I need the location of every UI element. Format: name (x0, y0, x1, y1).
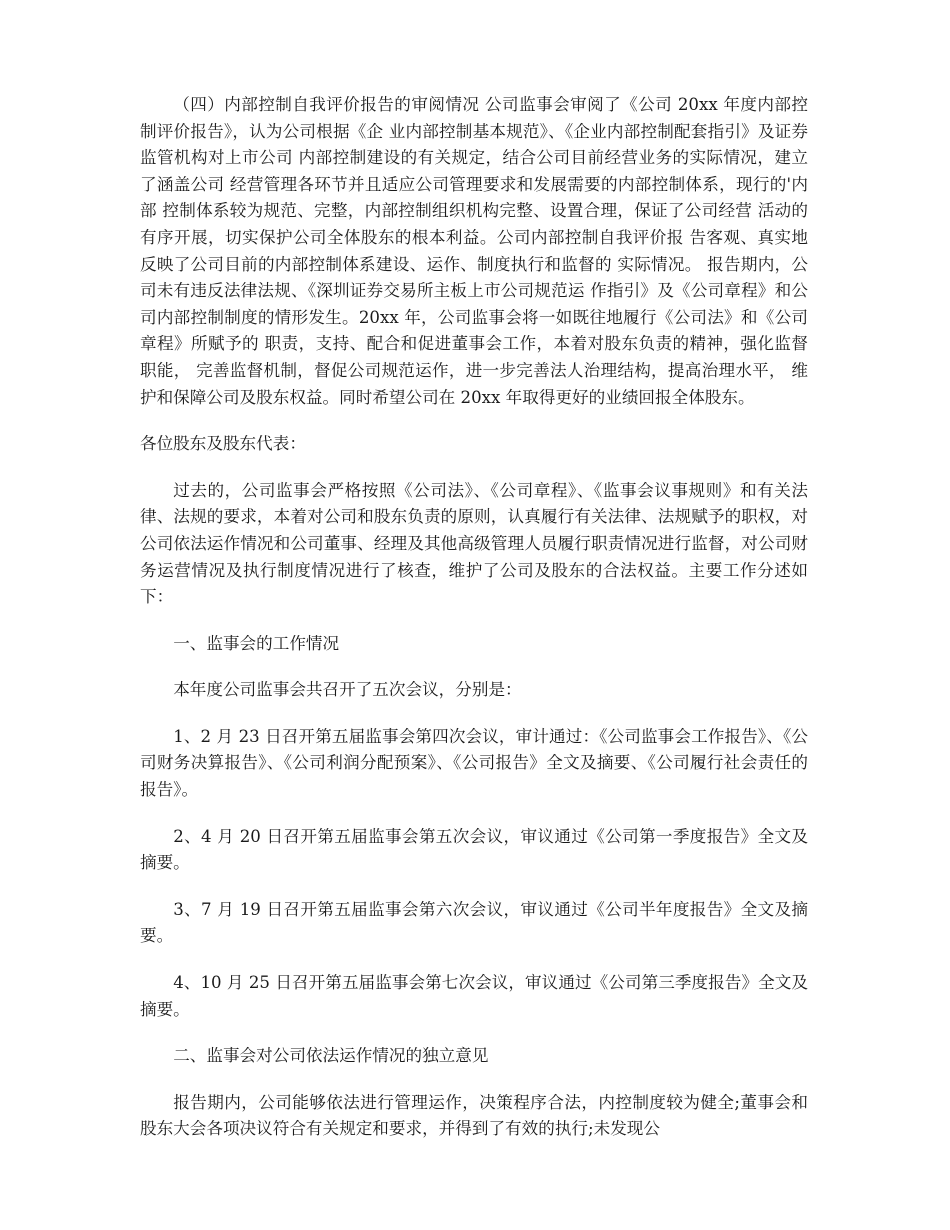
list-item-meeting-4: 4、10 月 25 日召开第五届监事会第七次会议，审议通过《公司第三季度报告》全文及摘要。 (140, 973, 808, 1019)
paragraph-legal-operation: 报告期内，公司能够依法进行管理运作，决策程序合法，内控制度较为健全;董事会和股东大会各项决议符合有关规定和要求，并得到了有效的执行;未发现公 (140, 1092, 808, 1139)
paragraph-meeting-summary: 本年度公司监事会共召开了五次会议，分别是： (173, 680, 522, 700)
list-item-meeting-2: 2、4 月 20 日召开第五届监事会第五次会议，审议通过《公司第一季度报告》全文及摘要。 (140, 826, 808, 873)
section-heading-independent-opinion: 二、监事会对公司依法运作情况的独立意见 (173, 1046, 489, 1066)
paragraph-salutation: 各位股东及股东代表： (140, 434, 306, 454)
document-page (140, 92, 808, 1163)
paragraph-intro: 过去的，公司监事会严格按照《公司法》、《公司章程》、《监事会议事规则》和有关法律、法规的要求，本着对公司和股东负责的原则，认真履行有关法律、法规赋予的职权，对公司依法运作情况和公司董事、经理及其他高级管理人员履行职责情况进行监督，对公司财务运营情况及执行制度情况进行了核查，维护了公司及股东的合法权益。主要工作分述如下： (140, 480, 808, 607)
section-heading-work: 一、监事会的工作情况 (173, 633, 340, 653)
paragraph-internal-control-review: （四）内部控制自我评价报告的审阅情况 公司监事会审阅了《公司 20xx 年度内部控制评价报告》，认为公司根据《企 业内部控制基本规范》、《企业内部控制配套指引》及证券监管机构对上市公司 内部控制建设的有关规定，结合公司目前经营业务的实际情况，建立了涵盖公司 经营管理各环节并且适应公司管理要求和发展需要的内部控制体系，现行的'内部 控制体系较为规范、完整，内部控制组织机构完整、设置合理，保证了公司经营 活动的有序开展，切实保护公司全体股东的根本利益。公司内部控制自我评价报 告客观、真实地反映了公司目前的内部控制体系建设、运作、制度执行和监督的 实际情况。 报告期内，公司未有违反法律法规、《深圳证券交易所主板上市公司规范运 作指引》及《公司章程》和公司内部控制制度的情形发生。20xx 年，公司监事会将一如既往地履行《公司法》和《公司章程》所赋予的 职责，支持、配合和促进董事会工作，本着对股东负责的精神，强化监督职能， 完善监督机制，督促公司规范运作，进一步完善法人治理结构，提高治理水平， 维护和保障公司及股东权益。同时希望公司在 20xx 年取得更好的业绩回报全体股东。 (140, 95, 808, 407)
list-item-meeting-3: 3、7 月 19 日召开第五届监事会第六次会议，审议通过《公司半年度报告》全文及摘要。 (140, 899, 808, 946)
list-item-meeting-1: 1、2 月 23 日召开第五届监事会第四次会议，审计通过：《公司监事会工作报告》、《公司财务决算报告》、《公司利润分配预案》、《公司报告》全文及摘要、《公司履行社会责任的报告》。 (140, 726, 808, 800)
